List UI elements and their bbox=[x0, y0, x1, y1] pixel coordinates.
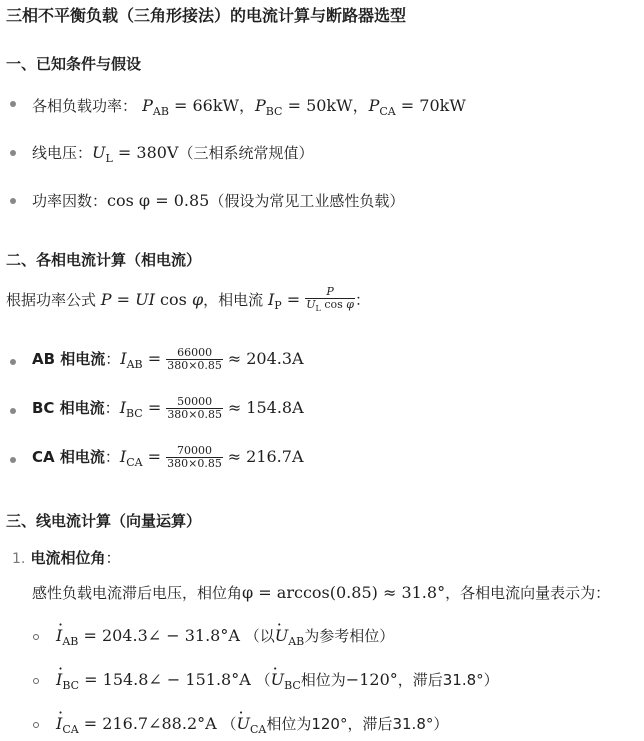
phase-power-label: 各相负载功率： bbox=[32, 97, 138, 115]
formula-intro bbox=[6, 286, 370, 315]
list-item-phase-power bbox=[32, 93, 466, 118]
section-heading-conditions: 一、已知条件与假设 bbox=[6, 55, 142, 73]
list-number: 1. bbox=[12, 551, 26, 567]
bc-fraction: $\frac{50000}{380\times 0.85}$ bbox=[167, 395, 223, 421]
bullet-dot bbox=[10, 457, 16, 463]
bullet-circle bbox=[33, 634, 39, 640]
bullet-circle bbox=[33, 722, 39, 728]
vector-ab: · $I_{AB}$ = 204.3∠ − 31.8°A （以· $U_{AB}$为参考相位） bbox=[56, 625, 394, 648]
ca-result: ≈ 216.7A bbox=[227, 447, 304, 466]
ab-fraction: $\frac{66000}{380\times 0.85}$ bbox=[167, 346, 222, 372]
list-item-bc-current: BC 相电流：$I_{BC}$ = $\frac{50000}{380\times 0.85}$ ≈ 154.8A bbox=[32, 395, 304, 421]
power-factor-formula: cos φ = 0.85 bbox=[107, 191, 210, 210]
section-heading-phase-current: 二、各相电流计算（相电流） bbox=[6, 251, 202, 269]
ordered-item-1: 1. 电流相位角： bbox=[12, 549, 121, 567]
vector-bc: · $I_{BC}$ = 154.8∠ − 151.8°A （· $U_{BC}$相位为−120°，滞后31.8°） bbox=[56, 669, 499, 692]
phase-angle-description: 感性负载电流滞后电压，相位角φ = arccos(0.85) ≈ 31.8°，各相电流向量表示为： bbox=[32, 583, 611, 602]
list-item-power-factor bbox=[32, 190, 404, 211]
bullet-dot bbox=[10, 198, 16, 204]
bullet-dot bbox=[10, 150, 16, 156]
list-item-line-voltage bbox=[32, 142, 314, 165]
bullet-dot bbox=[10, 408, 16, 414]
vector-ca: · $I_{CA}$ = 216.7∠88.2°A （· $U_{CA}$相位为120°，滞后31.8°） bbox=[56, 713, 448, 736]
phase-angle-formula: φ = arccos(0.85) ≈ 31.8° bbox=[242, 583, 446, 602]
intro-text: 根据功率公式 bbox=[6, 291, 97, 310]
phase-current-formula: $I_P$ = bbox=[267, 290, 306, 313]
bullet-dot bbox=[10, 101, 16, 107]
bullet-circle bbox=[33, 678, 39, 684]
power-factor-label: 功率因数： bbox=[32, 192, 108, 210]
phase-current-fraction: $\frac{P}{U_L \cos \varphi}$ bbox=[306, 285, 354, 314]
list-item-ab-current: AB 相电流：$I_{AB}$ = $\frac{66000}{380\times 0.85}$ ≈ 204.3A bbox=[32, 346, 304, 372]
bullet-dot bbox=[10, 359, 16, 365]
intro-colon: ： bbox=[354, 291, 370, 310]
ca-fraction: $\frac{70000}{380\times 0.85}$ bbox=[167, 444, 222, 470]
line-voltage-note: （三相系统常规值） bbox=[178, 144, 314, 162]
line-voltage-formula: $U_L = 380V$ bbox=[92, 143, 179, 166]
bc-label: BC 相电流 bbox=[32, 399, 105, 417]
power-formula: P = UI cos φ bbox=[100, 290, 204, 310]
section-heading-line-current: 三、线电流计算（向量运算） bbox=[6, 512, 202, 530]
ab-result: ≈ 204.3A bbox=[227, 349, 304, 368]
list-item-ca-current: CA 相电流：$I_{CA}$ = $\frac{70000}{380\times 0.85}$ ≈ 216.7A bbox=[32, 444, 304, 470]
line-voltage-label: 线电压： bbox=[32, 144, 93, 162]
bc-result: ≈ 154.8A bbox=[227, 398, 304, 417]
power-factor-note: （假设为常见工业感性负载） bbox=[209, 192, 405, 210]
page-title: 三相不平衡负载（三角形接法）的电流计算与断路器选型 bbox=[6, 6, 407, 25]
intro-text-2: ，相电流 bbox=[203, 291, 264, 310]
ab-label: AB 相电流 bbox=[32, 350, 106, 368]
ca-label: CA 相电流 bbox=[32, 448, 105, 466]
phase-power-formula: $P_{AB} = 66kW$，$P_{BC} = 50kW$，$P_{CA} = 70kW$ bbox=[142, 96, 466, 119]
phase-angle-label: 电流相位角 bbox=[30, 549, 106, 567]
